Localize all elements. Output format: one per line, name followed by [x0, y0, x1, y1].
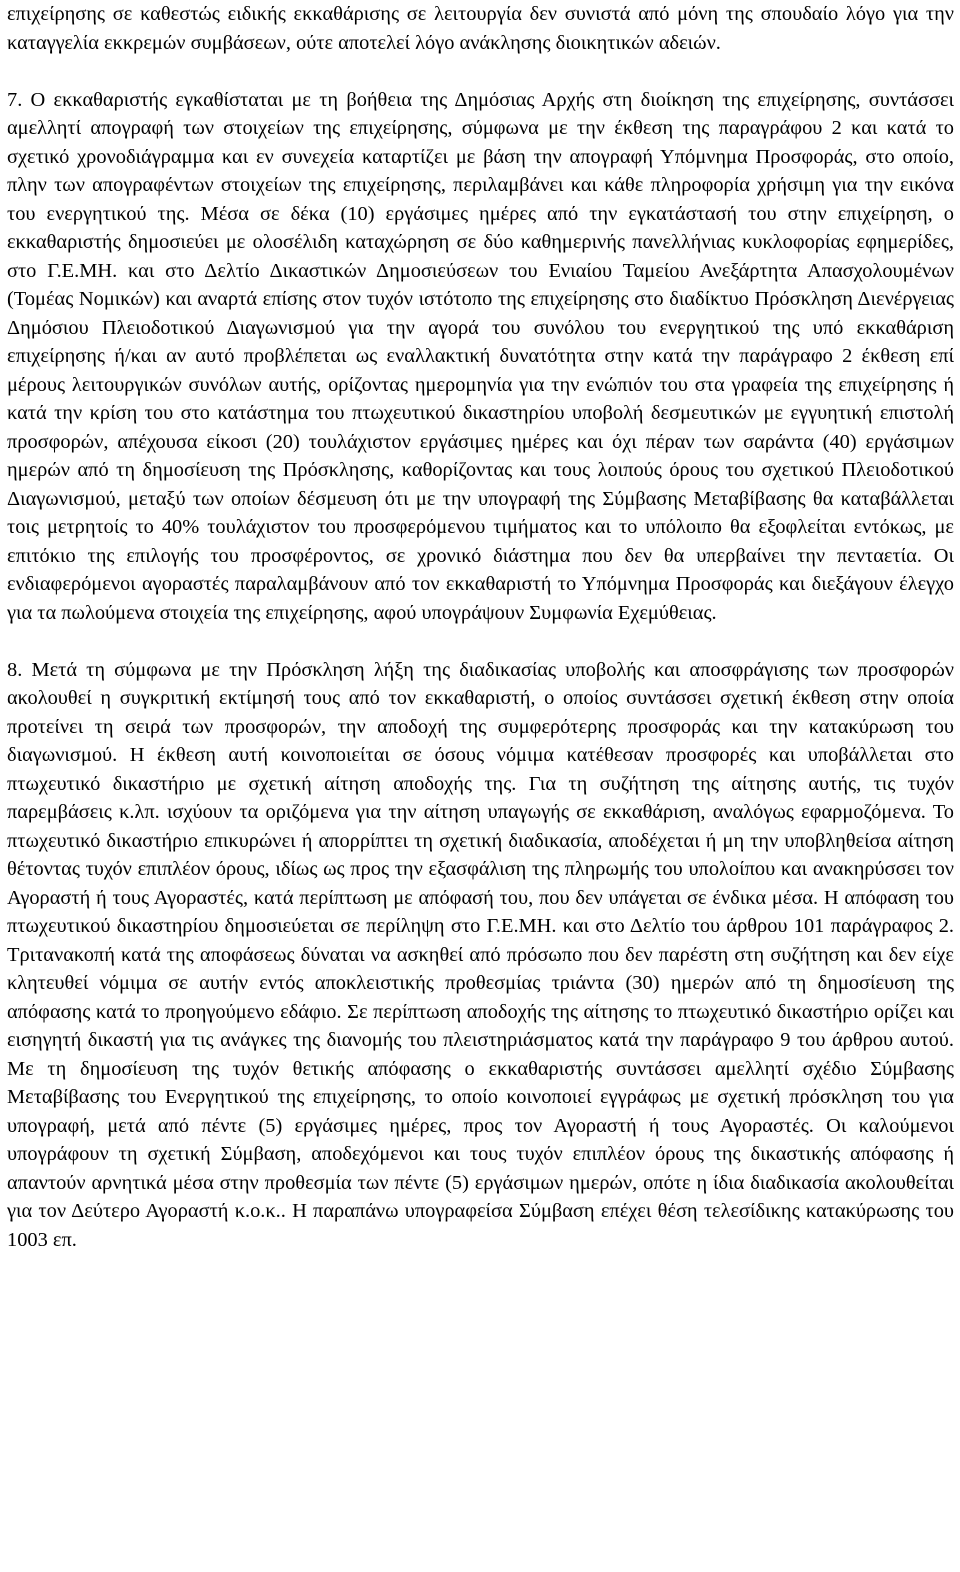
paragraph-gap	[7, 627, 954, 656]
document-page	[7, 0, 954, 1254]
paragraph-continuation: επιχείρησης σε καθεστώς ειδικής εκκαθάρισης σε λειτουργία δεν συνιστά από μόνη της σπουδαίο λόγο για την καταγγελία εκκρεμών συμβάσεων, ούτε αποτελεί λόγο ανάκλησης διοικητικών αδειών.	[7, 3, 954, 54]
paragraph-gap	[7, 57, 954, 86]
paragraph-7: 7. Ο εκκαθαριστής εγκαθίσταται με τη βοήθεια της Δημόσιας Αρχής στη διοίκηση της επιχείρησης, συντάσσει αμελλητί απογραφή των στοιχείων της επιχείρησης, σύμφωνα με την έκθεση της παραγράφου 2 και κατά το σχετικό χρονοδιάγραμμα και εν συνεχεία καταρτίζει με βάση την απογραφή Υπόμνημα Προσφοράς, στο οποίο, πλην των απογραφέντων στοιχείων της επιχείρησης, περιλαμβάνει και κάθε πληροφορία χρήσιμη για την εικόνα του ενεργητικού της. Μέσα σε δέκα (10) εργάσιμες ημέρες από την εγκατάστασή του στην επιχείρηση, ο εκκαθαριστής δημοσιεύει με ολοσέλιδη καταχώρηση σε δύο καθημερινής πανελλήνιας κυκλοφορίας εφημερίδες, στο Γ.Ε.ΜΗ. και στο Δελτίο Δικαστικών Δημοσιεύσεων του Ενιαίου Ταμείου Ανεξάρτητα Απασχολουμένων (Τομέας Νομικών) και αναρτά επίσης στον τυχόν ιστότοπο της επιχείρησης στο διαδίκτυο Πρόσκληση Διενέργειας Δημόσιου Πλειοδοτικού Διαγωνισμού για την αγορά του συνόλου του ενεργητικού της υπό εκκαθάριση επιχείρησης ή/και αν αυτό προβλέπεται ως εναλλακτική δυνατότητα στην κατά την παράγραφο 2 έκθεση επί μέρους λειτουργικών συνόλων αυτής, ορίζοντας ημερομηνία για την ενώπιόν του στα γραφεία της επιχείρησης ή κατά την κρίση του στο κατάστημα του πτωχευτικού δικαστηρίου υποβολή δεσμευτικών με εγγυητική επιστολή προσφορών, απέχουσα είκοσι (20) τουλάχιστον εργάσιμες ημέρες και όχι πέραν των σαράντα (40) εργάσιμων ημερών από τη δημοσίευση της Πρόσκλησης, καθορίζοντας και τους λοιπούς όρους του σχετικού Πλειοδοτικού Διαγωνισμού, μεταξύ των οποίων δέσμευση ότι με την υπογραφή της Σύμβασης Μεταβίβασης θα καταβάλλεται τοις μετρητοίς το 40% τουλάχιστον του προσφερόμενου τιμήματος και το υπόλοιπο θα εξοφλείται εντόκως, με επιτόκιο της επιλογής του προσφέροντος, σε χρονικό διάστημα που δεν θα υπερβαίνει την πενταετία. Οι ενδιαφερόμενοι αγοραστές παραλαμβάνουν από τον εκκαθαριστή το Υπόμνημα Προσφοράς και διεξάγουν έλεγχο για τα πωλούμενα στοιχεία της επιχείρησης, αφού υπογράψουν Συμφωνία Εχεμύθειας.	[7, 88, 954, 624]
paragraph-8: 8. Μετά τη σύμφωνα με την Πρόσκληση λήξη της διαδικασίας υποβολής και αποσφράγισης των προσφορών ακολουθεί η συγκριτική εκτίμησή τους από τον εκκαθαριστή, ο οποίος συντάσσει σχετική έκθεση στην οποία προτείνει τη σειρά των προσφορών, την αποδοχή της συμφερότερης προσφοράς και την κατακύρωση του διαγωνισμού. Η έκθεση αυτή κοινοποιείται σε όσους νόμιμα κατέθεσαν προσφορές και υποβάλλεται στο πτωχευτικό δικαστήριο με σχετική αίτηση αποδοχής της. Για τη συζήτηση της αίτησης αυτής, τις τυχόν παρεμβάσεις κ.λπ. ισχύουν τα οριζόμενα για την αίτηση υπαγωγής σε εκκαθάριση, αναλόγως εφαρμοζόμενα. Το πτωχευτικό δικαστήριο επικυρώνει ή απορρίπτει τη σχετική διαδικασία, αποδέχεται ή μη την υποβληθείσα αίτηση θέτοντας τυχόν επιπλέον όρους, ιδίως ως προς την εξασφάλιση της πληρωμής του υπολοίπου και ανακηρύσσει τον Αγοραστή ή τους Αγοραστές, κατά περίπτωση με απόφασή του, που δεν υπάγεται σε ένδικα μέσα. Η απόφαση του πτωχευτικού δικαστηρίου δημοσιεύεται σε περίληψη στο Γ.Ε.ΜΗ. και στο Δελτίο του άρθρου 101 παράγραφος 2. Τριτανακοπή κατά της αποφάσεως δύναται να ασκηθεί από πρόσωπο που δεν παρέστη στη συζήτηση και δεν είχε κλητευθεί νόμιμα σε αυτήν εντός αποκλειστικής προθεσμίας τριάντα (30) ημερών από τη δημοσίευση της απόφασης κατά το προηγούμενο εδάφιο. Σε περίπτωση αποδοχής της αίτησης το πτωχευτικό δικαστήριο ορίζει και εισηγητή δικαστή για τις ανάγκες της διανομής του πλειστηριάσματος κατά την παράγραφο 9 του άρθρου αυτού. Με τη δημοσίευση της τυχόν θετικής απόφασης ο εκκαθαριστής συντάσσει αμελλητί σχέδιο Σύμβασης Μεταβίβασης του Ενεργητικού της επιχείρησης, το οποίο κοινοποιεί εγγράφως με σχετική πρόσκληση του για υπογραφή, μετά από πέντε (5) εργάσιμες ημέρες, προς τον Αγοραστή ή τους Αγοραστές. Οι καλούμενοι υπογράφουν τη σχετική Σύμβαση, αποδεχόμενοι και τους τυχόν επιπλέον όρους της δικαστικής απόφασης ή απαντούν αρνητικά μέσα στην προθεσμία των πέντε (5) εργάσιμων ημερών, οπότε η ίδια διαδικασία ακολουθείται για τον Δεύτερο Αγοραστή κ.ο.κ.. Η παραπάνω υπογραφείσα Σύμβαση επέχει θέση τελεσίδικης κατακύρωσης του 1003 επ.	[7, 658, 954, 1251]
